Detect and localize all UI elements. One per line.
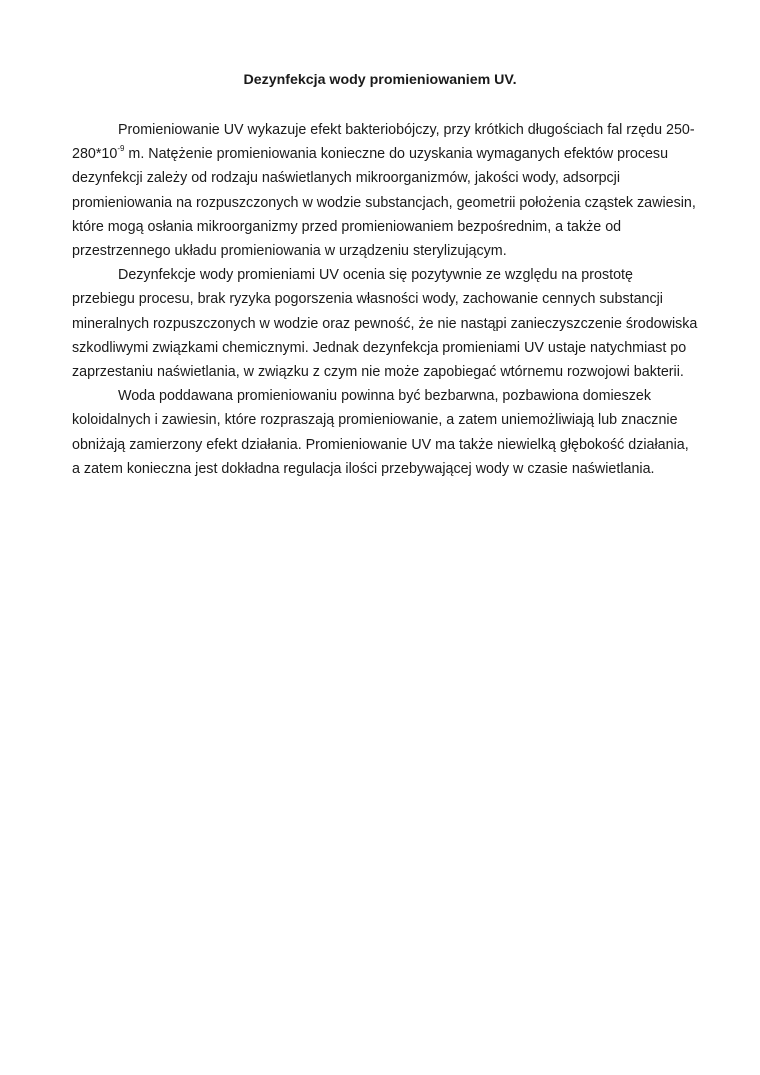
paragraph-3 [72, 384, 694, 481]
text-line: dezynfekcji zależy od rodzaju naświetlanych mikroorganizmów, jakości wody, adsorpcji [72, 170, 621, 187]
text-line: koloidalnych i zawiesin, które rozpraszają promieniowanie, a zatem uniemożliwiają lub znacznie [72, 412, 678, 429]
text-fragment: 280*10 [72, 146, 118, 163]
text-line [72, 142, 694, 166]
text-line: przestrzennego układu promieniowania w urządzeniu sterylizującym. [72, 243, 507, 260]
text-line: zaprzestaniu naświetlania, w związku z czym nie może zapobiegać wtórnemu rozwojowi bakterii. [72, 364, 684, 381]
text-fragment: m. Natężenie promieniowania konieczne do uzyskania wymaganych efektów procesu [124, 146, 669, 163]
document-body [72, 118, 698, 481]
paragraph-2 [72, 263, 698, 384]
text-line: szkodliwymi związkami chemicznymi. Jednak dezynfekcja promieniami UV ustaje natychmiast po [72, 339, 687, 356]
text-line: mineralnych rozpuszczonych w wodzie oraz pewność, że nie nastąpi zanieczyszczenie środowiska [72, 315, 698, 332]
text-line: Dezynfekcje wody promieniami UV ocenia się pozytywnie ze względu na prostotę [118, 267, 633, 284]
text-line: promieniowania na rozpuszczonych w wodzie substancjach, geometrii położenia cząstek zawiesin, [72, 194, 696, 211]
paragraph-1 [72, 118, 694, 263]
document-title: Dezynfekcja wody promieniowaniem UV. [243, 72, 517, 88]
text-line: Promieniowanie UV wykazuje efekt bakteriobójczy, przy krótkich długościach fal rzędu 250- [118, 122, 695, 138]
text-line: obniżają zamierzony efekt działania. Promieniowanie UV ma także niewielką głębokość działania, [72, 436, 689, 453]
text-line: a zatem konieczna jest dokładna regulacja ilości przebywającej wody w czasie naświetlania. [72, 460, 655, 477]
text-line: które mogą osłania mikroorganizmy przed promieniowaniem bezpośrednim, a także od [72, 218, 622, 235]
text-line: Woda poddawana promieniowaniu powinna być bezbarwna, pozbawiona domieszek [118, 388, 652, 405]
exponent: -9 [117, 144, 125, 154]
text-line: przebiegu procesu, brak ryzyka pogorszenia własności wody, zachowanie cennych substancji [72, 291, 663, 308]
